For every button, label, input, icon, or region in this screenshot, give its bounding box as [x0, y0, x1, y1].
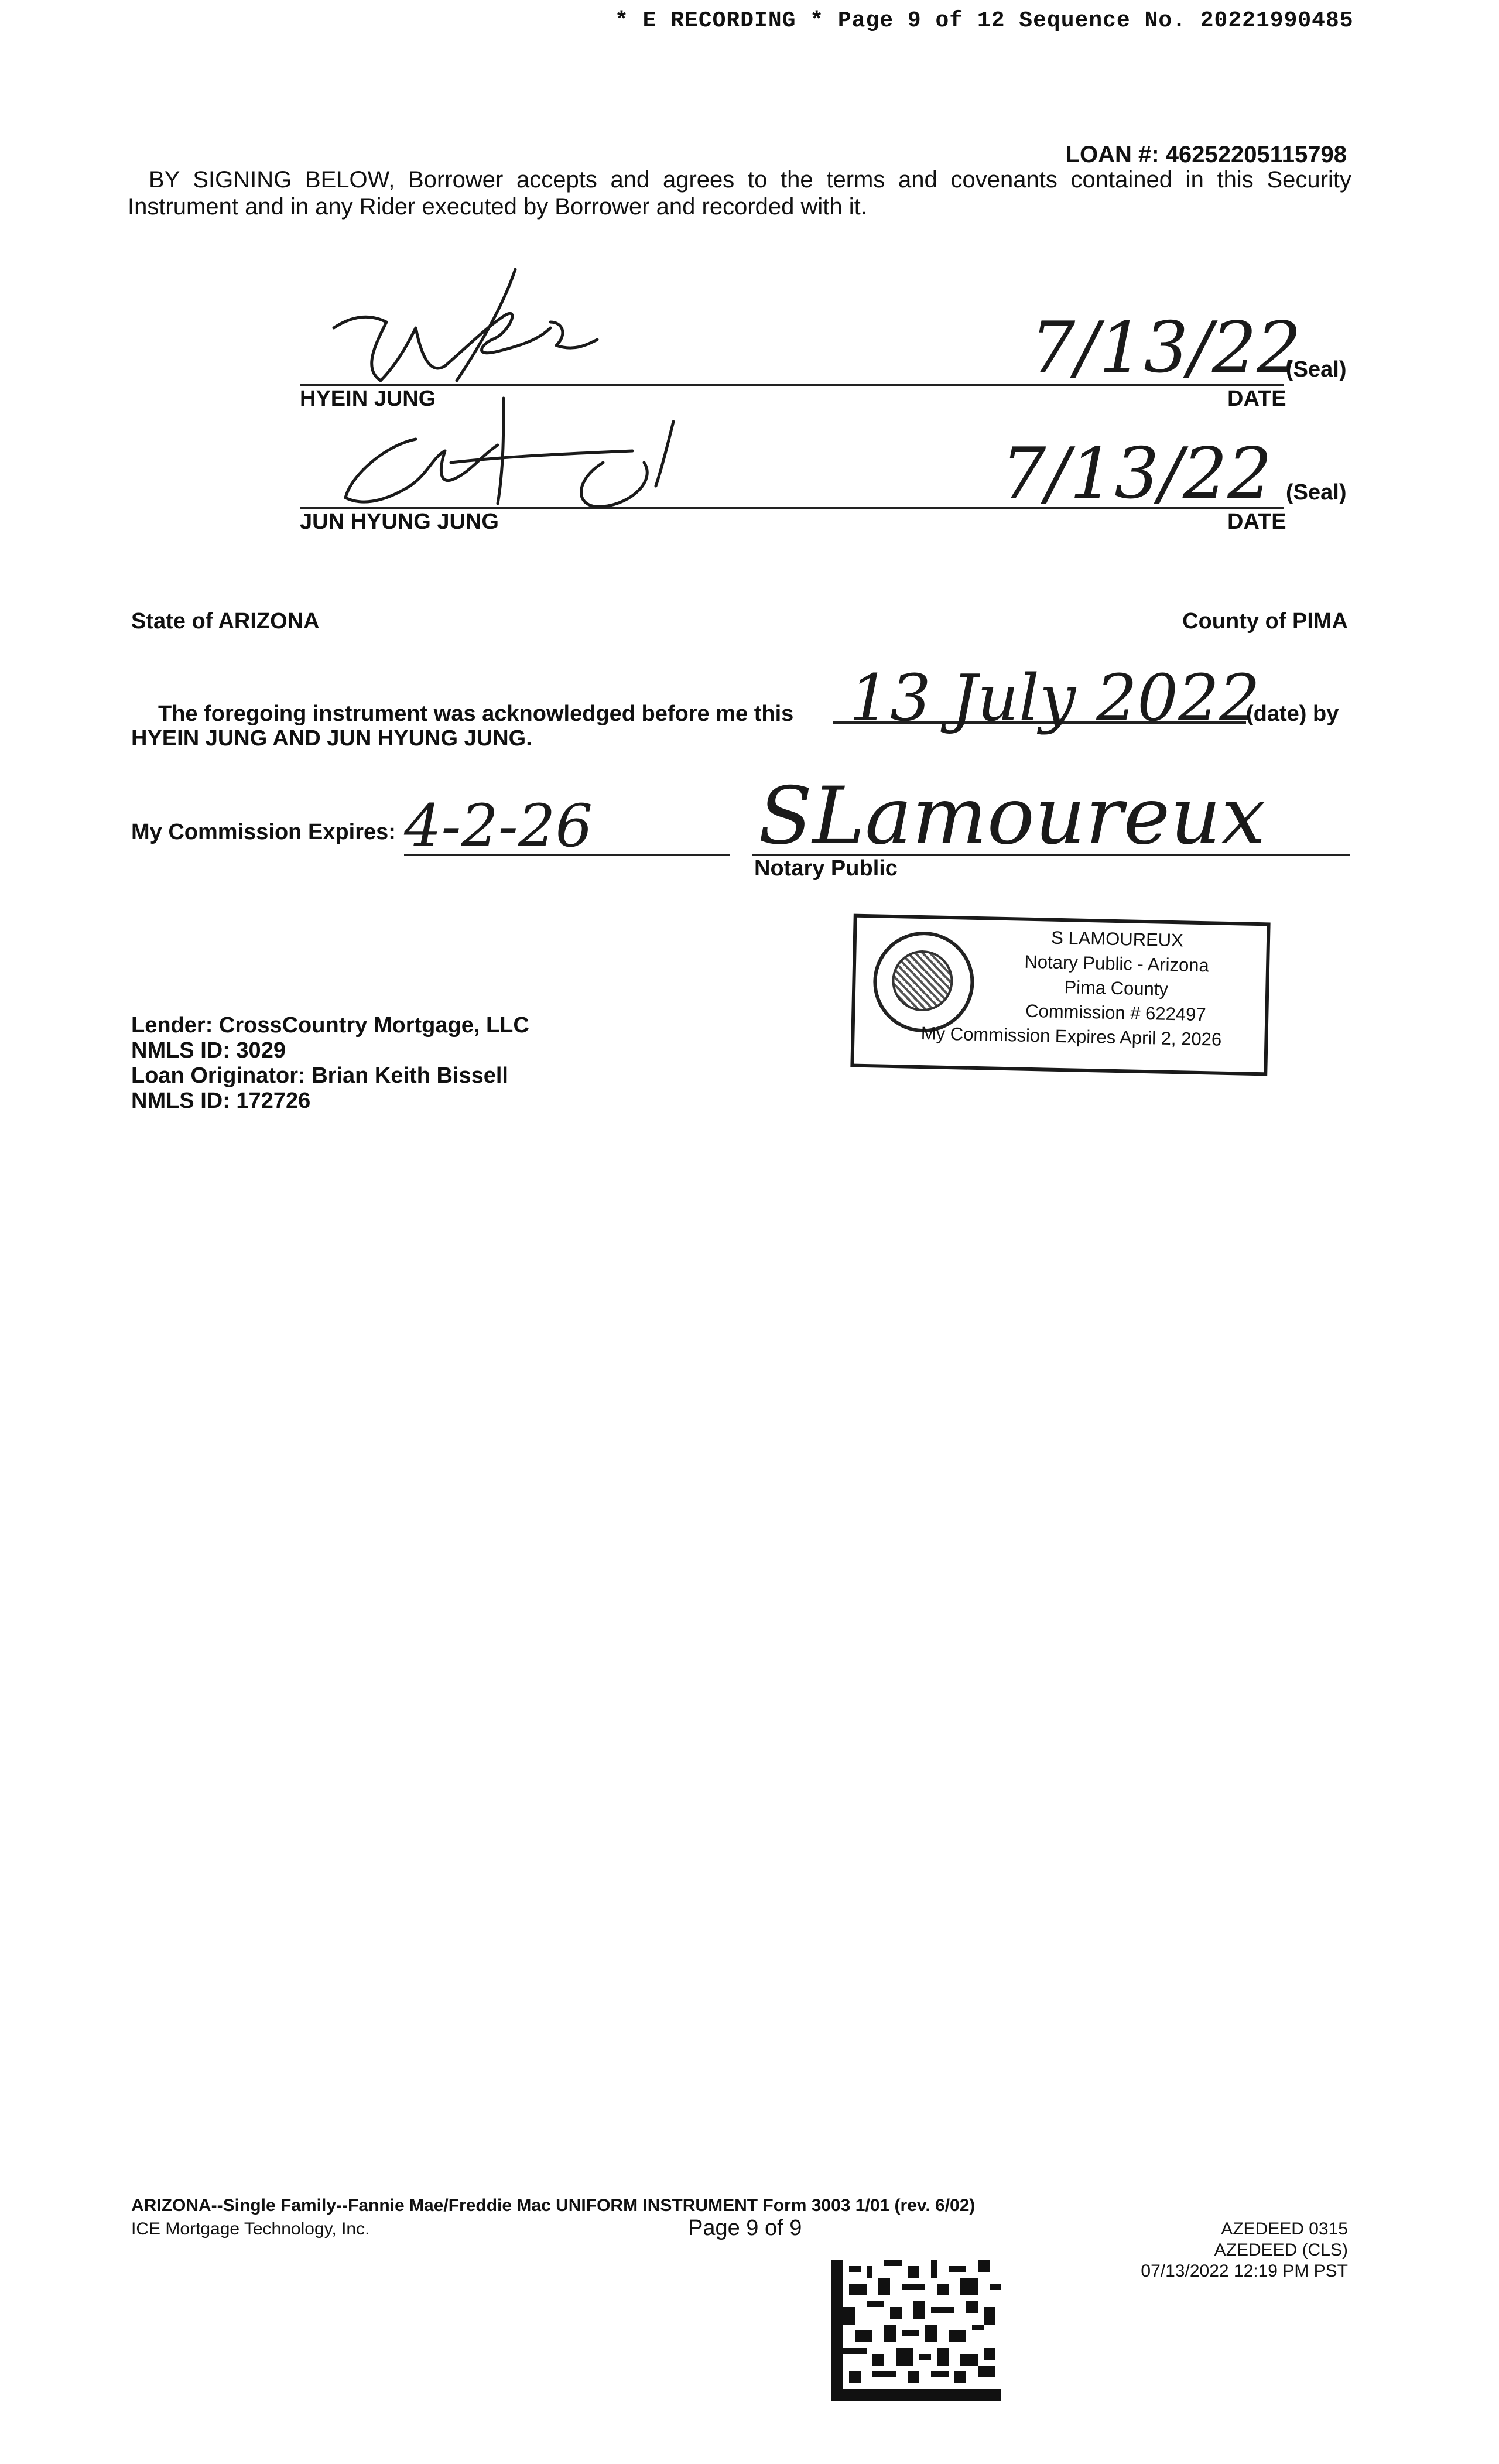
date-label-1: DATE — [1227, 386, 1286, 411]
date-label-2: DATE — [1227, 509, 1286, 534]
timestamp: 07/13/2022 12:19 PM PST — [1141, 2261, 1348, 2281]
svg-text:SLamoureux: SLamoureux — [758, 770, 1266, 862]
acceptance-paragraph — [128, 166, 1351, 220]
signer-name-1: HYEIN JUNG — [300, 386, 436, 411]
stamp-county: Pima County — [1064, 977, 1169, 1000]
stamp-title: Notary Public - Arizona — [1024, 951, 1210, 976]
notary-seal-icon — [872, 930, 976, 1033]
page-number: Page 9 of 9 — [688, 2216, 802, 2240]
notary-public-label: Notary Public — [754, 856, 898, 881]
lender-nmls: NMLS ID: 3029 — [131, 1038, 286, 1063]
barcode-icon — [831, 2260, 1001, 2401]
loan-number — [1066, 142, 1347, 168]
date-handwritten-1 — [1025, 296, 1302, 395]
stamp-expires: My Commission Expires April 2, 2026 — [920, 1023, 1222, 1050]
stamp-name: S LAMOUREUX — [1050, 927, 1184, 951]
lender-line: Lender: CrossCountry Mortgage, LLC — [131, 1013, 529, 1038]
signature-hyein-jung — [328, 258, 621, 398]
loan-label: LOAN #: — [1065, 142, 1159, 167]
commission-handwritten — [398, 785, 621, 861]
county-label: County of PIMA — [1182, 609, 1348, 634]
recording-header: * E RECORDING * Page 9 of 12 Sequence No. 20221990485 — [615, 8, 1354, 33]
signer-name-2: JUN HYUNG JUNG — [300, 509, 499, 534]
seal-label-1: (Seal) — [1286, 357, 1347, 382]
svg-text:7/13/22: 7/13/22 — [1001, 433, 1272, 515]
date-handwritten-2 — [995, 422, 1276, 521]
seal-label-2: (Seal) — [1286, 480, 1347, 505]
state-label: State of ARIZONA — [131, 609, 320, 634]
ack-names: HYEIN JUNG AND JUN HYUNG JUNG. — [131, 726, 532, 751]
stamp-commission: Commission # 622497 — [1025, 1000, 1206, 1025]
svg-text:7/13/22: 7/13/22 — [1031, 307, 1302, 389]
date-by-label: (date) by — [1246, 701, 1339, 726]
signature-jun-hyung-jung — [328, 386, 691, 527]
code-line-1: AZEDEED 0315 — [1221, 2219, 1348, 2239]
code-line-2: AZEDEED (CLS) — [1214, 2240, 1348, 2260]
svg-text:4-2-26: 4-2-26 — [404, 792, 593, 860]
loan-value: 46252205115798 — [1165, 142, 1347, 167]
form-line: ARIZONA--Single Family--Fannie Mae/Freddie Mac UNIFORM INSTRUMENT Form 3003 1/01 (rev. 6/02) — [131, 2196, 976, 2215]
notary-signature — [752, 758, 1266, 864]
notary-stamp — [850, 914, 1270, 1076]
originator-nmls: NMLS ID: 172726 — [131, 1089, 311, 1113]
ack-text: The foregoing instrument was acknowledged before me this — [158, 701, 794, 726]
acceptance-text: BY SIGNING BELOW, Borrower accepts and agrees to the terms and covenants contained in this Security Instrument and in any Rider executed by Borrower and recorded with it. — [128, 167, 1351, 220]
commission-expires-label: My Commission Expires: — [131, 820, 396, 844]
vendor-line: ICE Mortgage Technology, Inc. — [131, 2219, 370, 2239]
ack-date-handwritten — [843, 650, 1261, 773]
svg-text:13 July 2022: 13 July 2022 — [849, 661, 1261, 735]
originator-line: Loan Originator: Brian Keith Bissell — [131, 1063, 508, 1088]
